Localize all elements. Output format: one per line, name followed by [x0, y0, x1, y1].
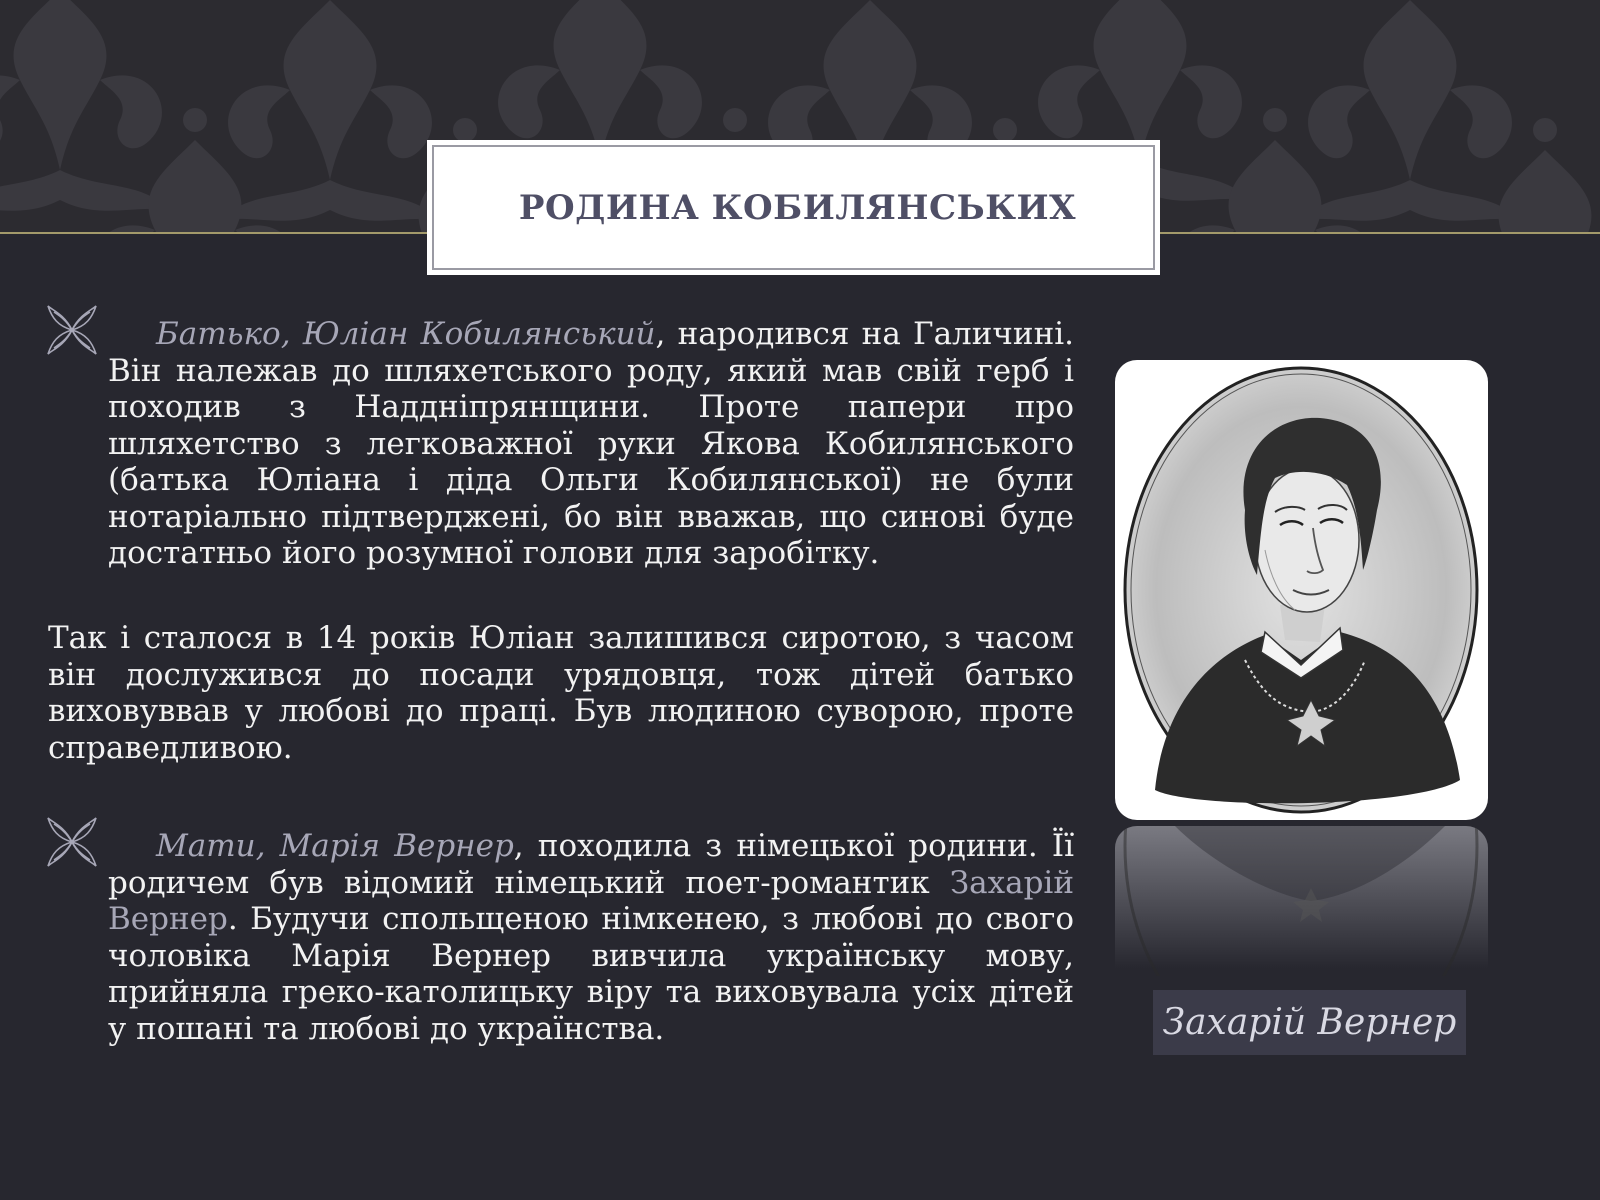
- slide-title: РОДИНА КОБИЛЯНСЬКИХ: [518, 187, 1077, 228]
- ornament-bullet-icon: [46, 816, 98, 868]
- mother-text-b: . Будучи спольщеною німкенею, з любові до свого чоловіка Марія Вернер вивчила українську мову, прийняла греко-католицьку віру та виховувала усіх дітей у пошані та любові до українства.: [108, 901, 1074, 1047]
- portrait-drawing: [1115, 360, 1488, 820]
- father-text: , народився на Галичині. Він належав до шляхетського роду, який мав свій герб і походив з Наддніпрянщини. Проте папери про шляхетство з легковажної руки Якова Кобилянського (батька Юліана і діда Ольги Кобилянської) не були нотаріально підтверджені, бо він вважав, що синові буде достатньо його розумної голови для заробітку.: [108, 316, 1075, 571]
- werner-name-link[interactable]: Захарій Вернер: [108, 864, 1074, 937]
- paragraph-father: [108, 316, 1074, 572]
- mother-name: Мати, Марія Вернер: [156, 828, 514, 864]
- orphan-text: Так і сталося в 14 років Юліан залишився сиротою, з часом він дослужився до посади урядовця, тож дітей батько виховуввав у любові до праці. Був людиною суворою, проте справедливою.: [48, 620, 1074, 766]
- title-frame: [427, 140, 1160, 275]
- portrait-caption-text: Захарій Вернер: [1162, 1002, 1457, 1043]
- paragraph-orphan: [48, 620, 1074, 766]
- portrait-reflection: [1115, 826, 1488, 976]
- reflection-drawing: [1115, 826, 1488, 976]
- father-name: Батько, Юліан Кобилянський: [156, 316, 656, 352]
- portrait-image: [1115, 360, 1488, 820]
- mother-text-a: , походила з німецької родини. Її родичем був відомий німецький поет-романтик: [108, 828, 1075, 901]
- paragraph-mother: [108, 828, 1074, 1047]
- portrait-caption: [1153, 990, 1466, 1055]
- ornament-bullet-icon: [46, 304, 98, 356]
